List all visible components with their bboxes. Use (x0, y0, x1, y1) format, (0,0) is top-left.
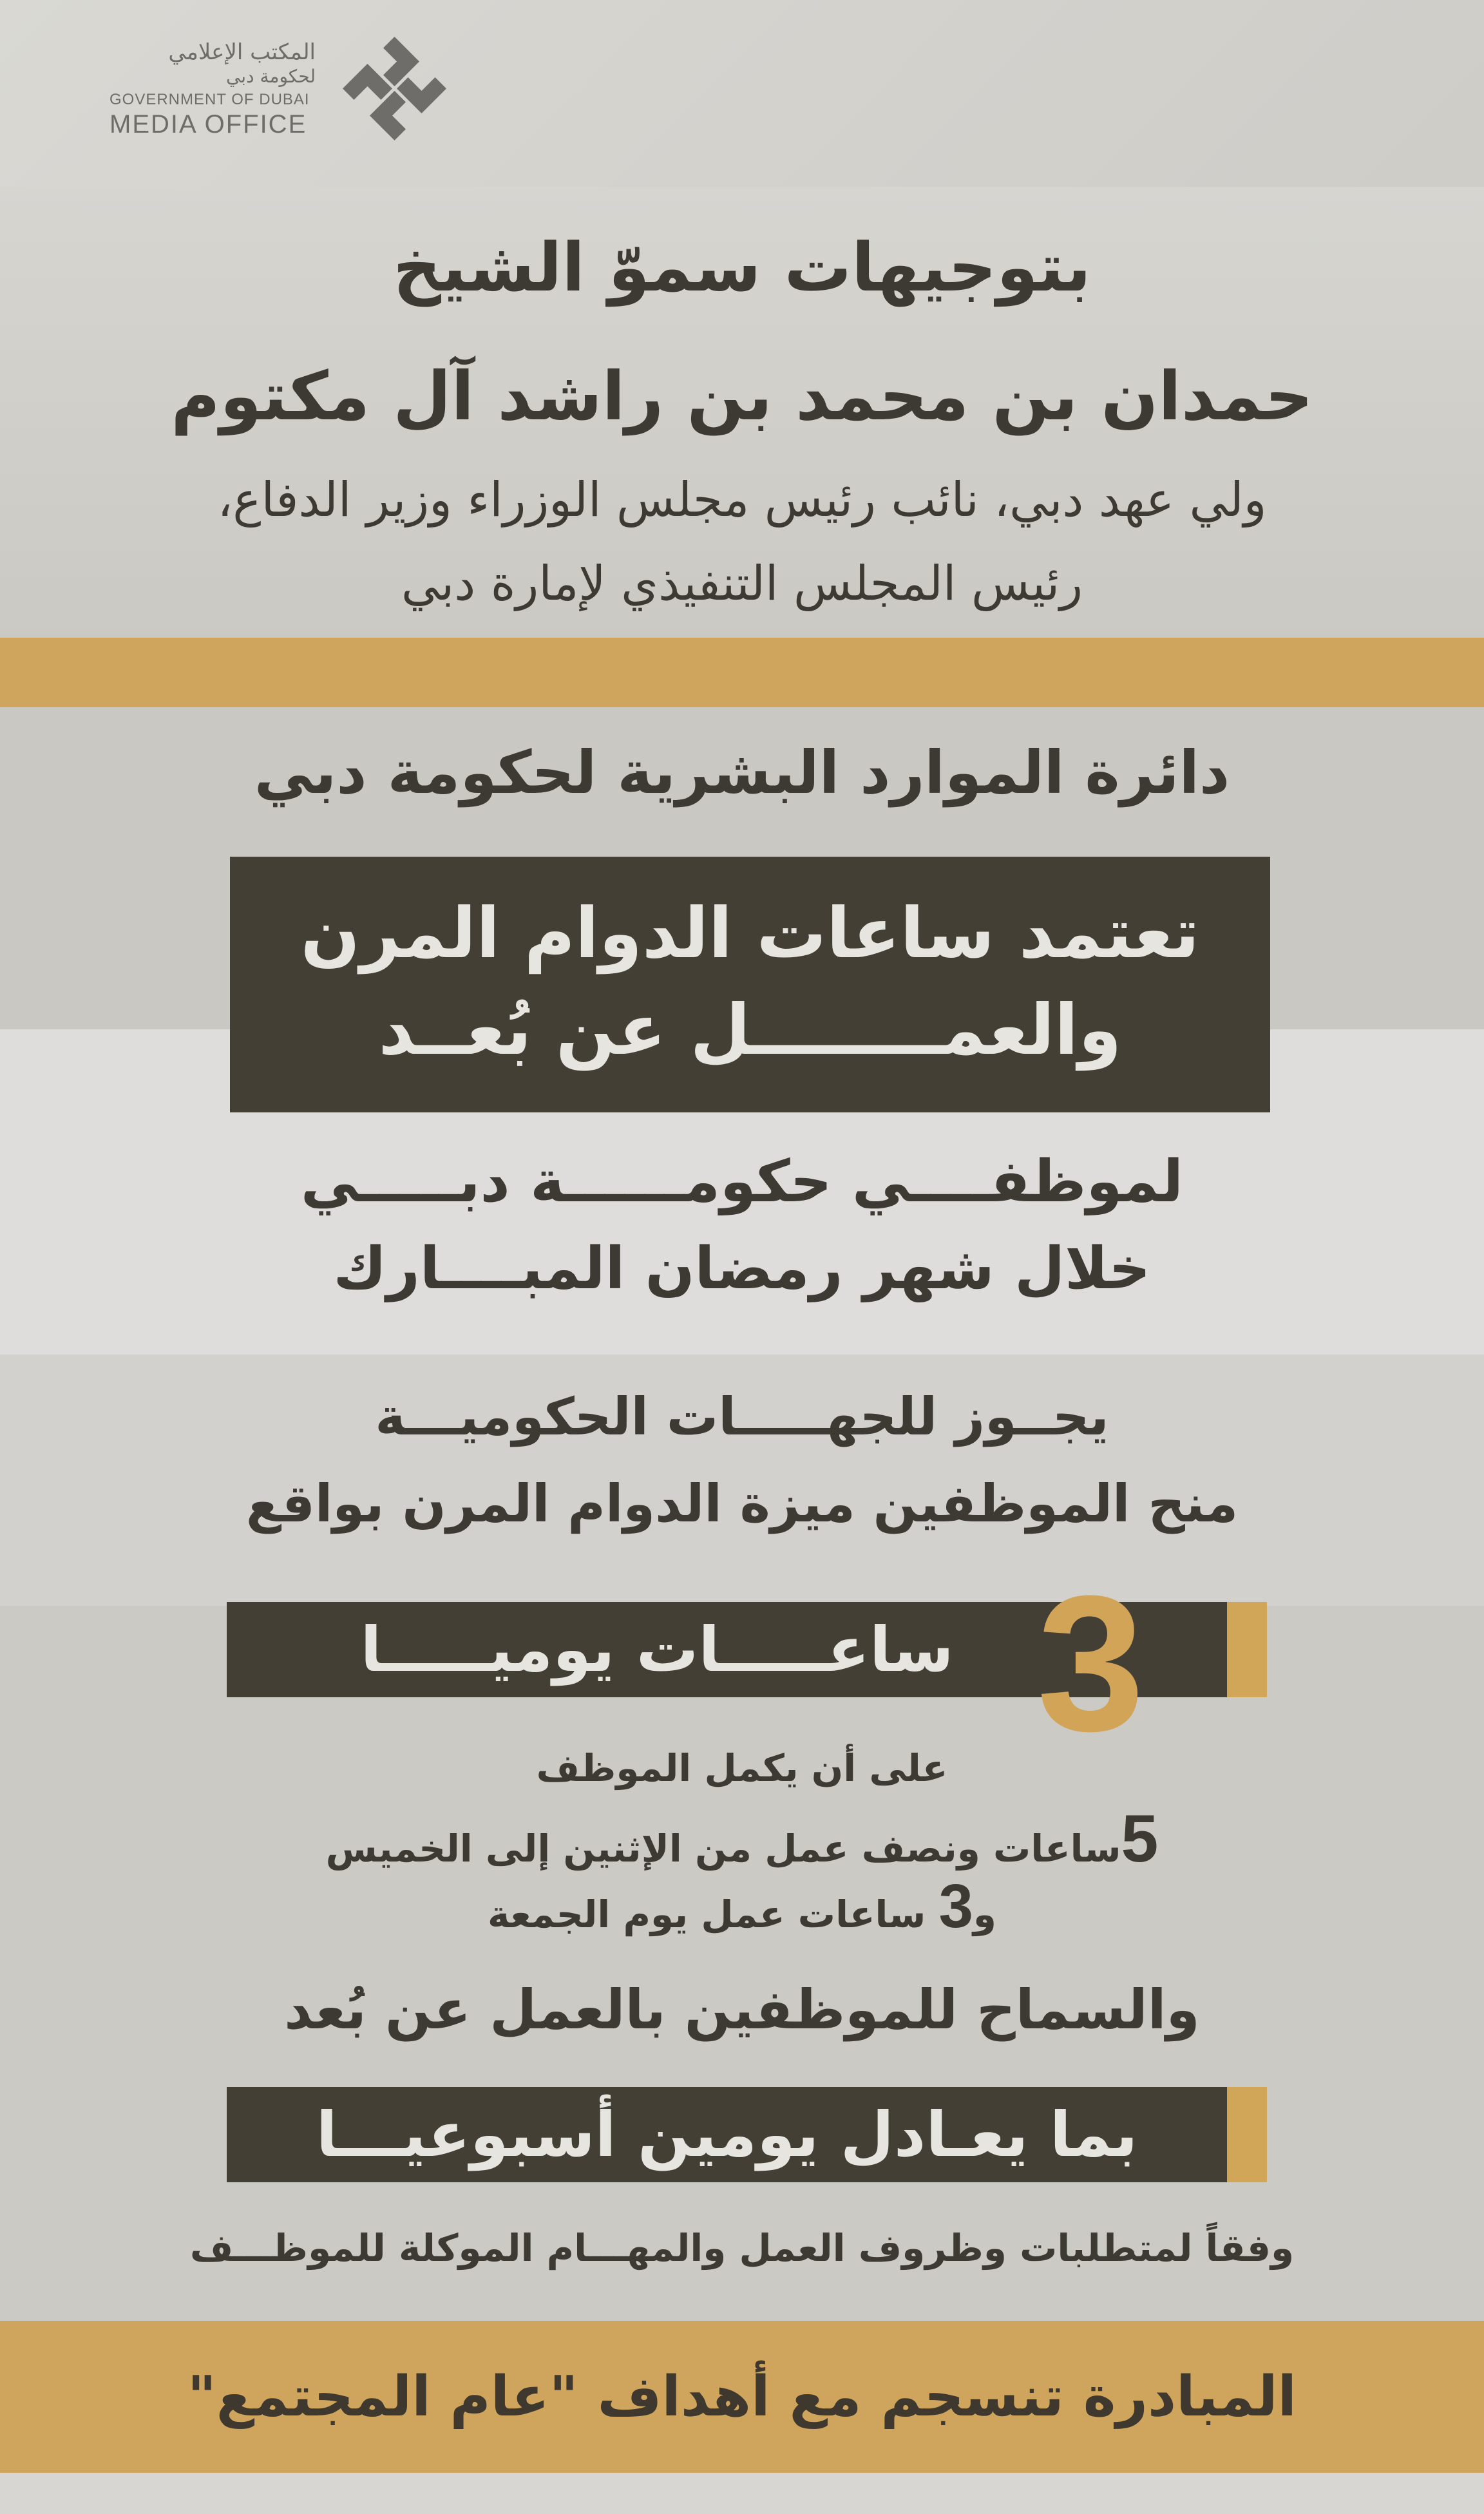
department-title: دائرة الموارد البشرية لحكومة دبي (254, 738, 1230, 807)
weekly-bar-text: بما يعـادل يومين أسبوعيـــا (316, 2099, 1138, 2171)
footer-text: المبادرة تنسجم مع أهداف "عام المجتمع" (187, 2365, 1297, 2429)
conditions-remote: والسماح للموظفين بالعمل عن بُعد (284, 1978, 1200, 2041)
logo-english-line1: GOVERNMENT OF DUBAI (109, 91, 310, 108)
logo-arabic-sub: لحكومة دبي (225, 66, 316, 87)
friday-prefix: و (973, 1892, 996, 1936)
header-line-4: رئيس المجلس التنفيذي لإمارة دبي (401, 556, 1083, 611)
headline-line-1: تعتمد ساعات الدوام المرن (300, 893, 1200, 974)
friday-number: 3 (938, 1872, 973, 1941)
footer-band (0, 2321, 1484, 2473)
conditions-section (0, 1606, 1484, 2321)
header-line-2: حمدان بن محمد بن راشد آل مكتوم (171, 357, 1313, 435)
weekly-bar-accent (1227, 2087, 1267, 2182)
friday-text: ساعات عمل يوم الجمعة (488, 1892, 926, 1936)
conditions-friday (0, 1874, 1484, 1947)
target-line-2: خلال شهر رمضان المبــــارك (333, 1235, 1151, 1302)
conditions-weekdays (0, 1804, 1484, 1884)
hours-bar-accent (1227, 1602, 1267, 1697)
diamond-logo-icon (338, 32, 451, 145)
header-line-3: ولي عهد دبي، نائب رئيس مجلس الوزراء وزير الدفاع، (217, 472, 1267, 528)
header-line-1: بتوجيهات سموّ الشيخ (393, 228, 1091, 307)
media-office-logo (109, 32, 457, 155)
conditions-intro: على أن يكمل الموظف (536, 1746, 948, 1790)
permission-line-2: منح الموظفين ميزة الدوام المرن بواقع (245, 1474, 1239, 1534)
note-text: وفقاً لمتطلبات وظروف العمل والمهـــام الموكلة للموظـــف (189, 2226, 1295, 2270)
logo-arabic-name: المكتب الإعلامي (168, 39, 316, 65)
gold-divider (0, 638, 1484, 707)
hours-bar-text: ساعـــــات يوميـــــا (360, 1614, 954, 1686)
logo-english-line2: MEDIA OFFICE (109, 110, 307, 138)
hours-number: 3 (1037, 1555, 1145, 1771)
permission-line-1: يجــوز للجهـــــات الحكوميـــة (375, 1387, 1109, 1447)
logo-text (109, 39, 322, 139)
headline-line-2: والعمــــــــل عن بُعــد (378, 990, 1122, 1071)
target-line-1: لموظفــــي حكومــــــة دبـــــي (300, 1148, 1184, 1215)
weekdays-text: ساعات ونصف عمل من الإثنين إلى الخميس (325, 1827, 1121, 1871)
bottom-strip (0, 2473, 1484, 2514)
weekdays-number: 5 (1121, 1802, 1159, 1876)
headline-box (230, 857, 1270, 1112)
